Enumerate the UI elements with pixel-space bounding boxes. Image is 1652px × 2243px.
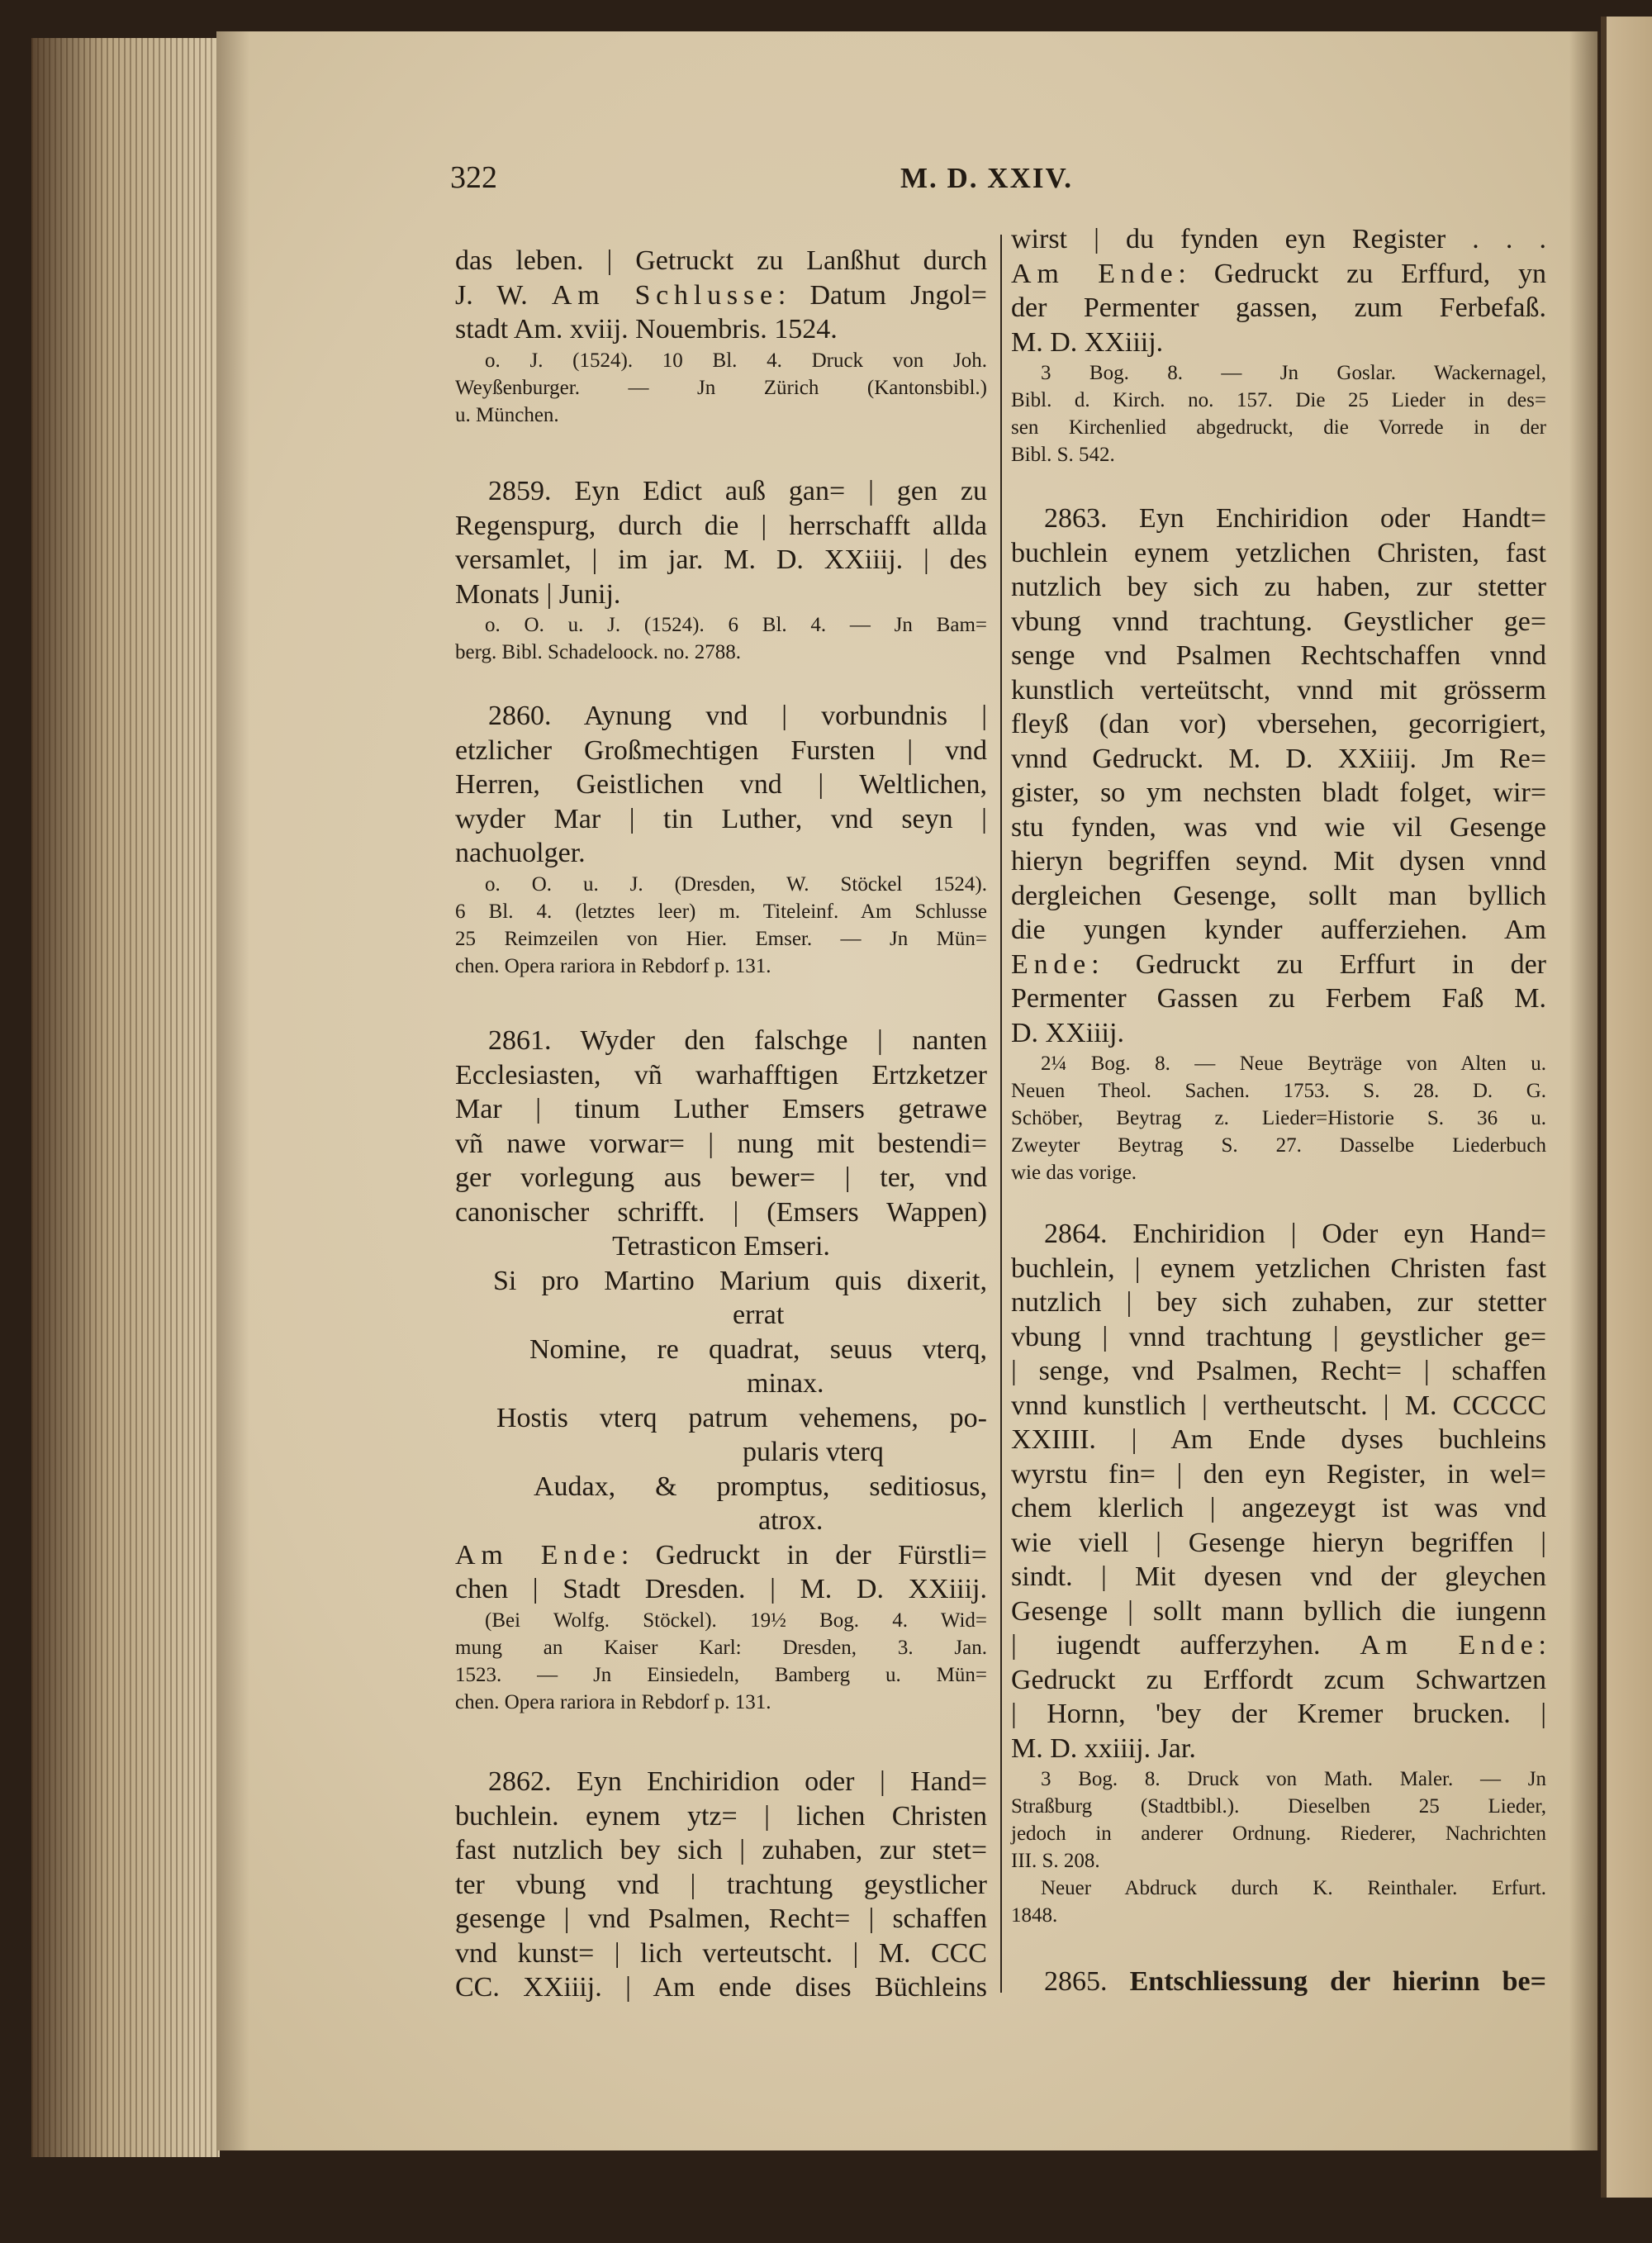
- entry-2859: [455, 474, 987, 666]
- note-line: u. München.: [455, 403, 559, 426]
- entry-number: 2860.: [488, 701, 552, 731]
- running-title: M. D. XXIV.: [900, 162, 1073, 194]
- text-line: [455, 1024, 987, 1058]
- text-line: fleyß (dan vor) vbersehen, gecorrigiert,: [1011, 709, 1546, 739]
- entry-continuation-left: [455, 244, 987, 429]
- text-line: kunstlich verteütscht, vnnd mit grösserm: [1011, 674, 1546, 706]
- poem-line: atrox.: [758, 1505, 824, 1536]
- spaced-text: Am Ende: [455, 1539, 621, 1571]
- text-segment: Entschliessung der hierinn be=: [1129, 1966, 1546, 1997]
- adjacent-page-edge: [1601, 17, 1652, 2198]
- note-line: o. O. u. J. (Dresden, W. Stöckel 1524).: [485, 872, 987, 896]
- text-segment: : Gedruckt zu Erffurd, yn: [1178, 258, 1546, 289]
- note-line: 1848.: [1011, 1904, 1058, 1927]
- text-segment: : Gedruckt in der Fürstli=: [620, 1539, 987, 1571]
- text-line: Herren, Geistlichen vnd | Weltlichen,: [455, 769, 987, 800]
- note-line: 3 Bog. 8. — Jn Goslar. Wackernagel,: [1041, 362, 1546, 384]
- note-line: 1523. — Jn Einsiedeln, Bamberg u. Mün=: [455, 1663, 987, 1686]
- note-line: o. O. u. J. (1524). 6 Bl. 4. — Jn Bam=: [485, 614, 987, 636]
- text-line: etzlicher Großmechtigen Fursten | vnd: [455, 734, 987, 766]
- entry-number: 2863.: [1044, 503, 1108, 534]
- text-line: canonischer schrifft. | (Emsers Wappen): [455, 1196, 987, 1228]
- poem-line: pularis vterq: [743, 1437, 884, 1467]
- note-line: Schöber, Beytrag z. Lieder=Historie S. 36 u.: [1011, 1107, 1546, 1129]
- text-line: vnd kunst= | lich verteutscht. | M. CCC: [455, 1937, 987, 1969]
- text-line: buchlein. eynem ytz= | lichen Christen: [455, 1800, 987, 1832]
- text-line: fast nutzlich bey sich | zuhaben, zur stet=: [455, 1835, 987, 1865]
- entry-number: 2859.: [488, 476, 552, 506]
- text-line: CC. XXiiij. | Am ende dises Büchleins: [455, 1972, 987, 2003]
- text-line: stadt Am. xviij. Nouembris. 1524.: [455, 314, 838, 345]
- text-line: [1011, 501, 1546, 536]
- entry-2861: [455, 1024, 987, 1716]
- poem-line: minax.: [747, 1368, 824, 1399]
- text-segment: J. W.: [455, 279, 552, 311]
- text-line: Regenspurg, durch die | herrschafft allda: [455, 510, 987, 541]
- text-segment: Eyn Enchiridion oder | Hand=: [576, 1766, 988, 1797]
- text-line: [455, 1765, 987, 1799]
- note-line: berg. Bibl. Schadeloock. no. 2788.: [455, 641, 742, 663]
- text-segment: :: [1538, 1630, 1546, 1661]
- text-segment: : Gedruckt zu Erffurt in der: [1091, 948, 1546, 980]
- note-line: Weyßenburger. — Jn Zürich (Kantonsbibl.): [455, 376, 987, 399]
- note-line: chen. Opera rariora in Rebdorf p. 131.: [455, 1690, 771, 1713]
- note-line: 3 Bog. 8. Druck von Math. Maler. — Jn: [1041, 1768, 1546, 1790]
- text-line: gister, so ym nechsten bladt folget, wir=: [1011, 777, 1546, 808]
- text-line: vñ nawe vorwar= | nung mit bestendi=: [455, 1128, 987, 1159]
- text-segment: : Datum Jngol=: [777, 279, 987, 311]
- text-line: [1011, 1217, 1546, 1252]
- text-line: ter vbung vnd | trachtung geystlicher: [455, 1869, 987, 1900]
- text-line: [1011, 1965, 1546, 1999]
- spaced-text: Am Schlusse: [551, 279, 778, 311]
- text-segment: | iugendt aufferzyhen.: [1011, 1630, 1360, 1661]
- text-segment: Eyn Edict auß gan= | gen zu: [574, 476, 987, 506]
- note-line: wie das vorige.: [1011, 1162, 1137, 1184]
- note-line: Zweyter Beytrag S. 27. Dasselbe Liederbuch: [1011, 1134, 1546, 1157]
- note-line: sen Kirchenlied abgedruckt, die Vorrede in der: [1011, 416, 1546, 439]
- poem-line: Nomine, re quadrat, seuus vterq,: [529, 1333, 987, 1365]
- spaced-text: Ende: [1011, 948, 1092, 980]
- entry-2864: [1011, 1217, 1546, 1929]
- page-number: 322: [450, 160, 497, 195]
- text-line: wie viell | Gesenge hieryn begriffen |: [1011, 1527, 1546, 1558]
- text-line: chem klerlich | angezeygt ist was vnd: [1011, 1493, 1546, 1523]
- note-line: Neuer Abdruck durch K. Reinthaler. Erfurt.: [1041, 1877, 1546, 1899]
- text-line: ger vorlegung aus bewer= | ter, vnd: [455, 1162, 987, 1193]
- text-line: [1011, 1628, 1546, 1663]
- entry-number: 2861.: [488, 1025, 552, 1056]
- text-line: wyrstu fin= | den eyn Register, in wel=: [1011, 1458, 1546, 1490]
- text-line: gesenge | vnd Psalmen, Recht= | schaffen: [455, 1903, 987, 1934]
- text-segment: Aynung vnd | vorbundnis |: [583, 701, 988, 731]
- text-line: D. XXiiij.: [1011, 1017, 1124, 1048]
- note-line: (Bei Wolfg. Stöckel). 19½ Bog. 4. Wid=: [485, 1609, 987, 1632]
- entry-2860: [455, 699, 987, 980]
- text-line: senge vnd Psalmen Rechtschaffen vnnd: [1011, 640, 1546, 671]
- entry-2865: [1011, 1965, 1546, 1999]
- note-line: Neuen Theol. Sachen. 1753. S. 28. D. G.: [1011, 1080, 1546, 1102]
- text-line: wyder Mar | tin Luther, vnd seyn |: [455, 803, 987, 834]
- text-line: buchlein eynem yetzlichen Christen, fast: [1011, 537, 1546, 568]
- column-divider: [1000, 235, 1002, 1993]
- text-line: buchlein, | eynem yetzlichen Christen fast: [1011, 1252, 1546, 1284]
- text-segment: Wyder den falschge | nanten: [580, 1025, 988, 1056]
- poem-title: Tetrasticon Emseri.: [612, 1231, 830, 1262]
- poem-line: Audax, & promptus, seditiosus,: [534, 1471, 987, 1502]
- note-line: mung an Kaiser Karl: Dresden, 3. Jan.: [455, 1636, 987, 1659]
- text-line: Gedruckt zu Erffordt zcum Schwartzen: [1011, 1664, 1546, 1695]
- text-line: vbung vnnd trachtung. Geystlicher ge=: [1011, 606, 1546, 637]
- text-line: dergleichen Gesenge, sollt man byllich: [1011, 880, 1546, 911]
- text-line: nachuolger.: [455, 838, 586, 868]
- text-line: vbung | vnnd trachtung | geystlicher ge=: [1011, 1321, 1546, 1352]
- page-gutter-shadow: [1569, 31, 1599, 2150]
- text-line: das leben. | Getruckt zu Lanßhut durch: [455, 245, 987, 276]
- text-line: Mar | tinum Luther Emsers getrawe: [455, 1094, 987, 1124]
- text-line: wirst | du fynden eyn Register . . .: [1011, 224, 1546, 254]
- book-page-edges: [31, 38, 220, 2157]
- note-line: 6 Bl. 4. (letztes leer) m. Titeleinf. Am Schlusse: [455, 900, 987, 923]
- note-line: 2¼ Bog. 8. — Neue Beyträge von Alten u.: [1041, 1053, 1546, 1075]
- poem-line: Hostis vterq patrum vehemens, po-: [496, 1402, 987, 1433]
- text-line: die yungen kynder aufferziehen. Am: [1011, 915, 1546, 945]
- text-segment: Enchiridion | Oder eyn Hand=: [1132, 1219, 1546, 1249]
- entry-2862: [455, 1765, 987, 2005]
- text-line: hieryn begriffen seynd. Mit dysen vnnd: [1011, 846, 1546, 877]
- text-line: versamlet, | im jar. M. D. XXiiij. | des: [455, 544, 987, 575]
- text-line: sindt. | Mit dyesen vnd der gleychen: [1011, 1561, 1546, 1592]
- text-line: vnnd Gedruckt. M. D. XXiiij. Jm Re=: [1011, 743, 1546, 774]
- text-line: M. D. xxiiij. Jar.: [1011, 1732, 1196, 1764]
- text-line: XXIIII. | Am Ende dyses buchleins: [1011, 1424, 1546, 1455]
- entry-continuation-right: [1011, 222, 1546, 468]
- text-line: M. D. XXiiij.: [1011, 326, 1164, 358]
- text-line: [455, 278, 987, 313]
- text-line: stu fynden, was vnd wie vil Gesenge: [1011, 811, 1546, 843]
- text-line: Gesenge | sollt mann byllich die iungenn: [1011, 1595, 1546, 1627]
- note-line: jedoch in anderer Ordnung. Riederer, Nachrichten: [1011, 1822, 1546, 1845]
- text-line: [455, 474, 987, 509]
- text-line: der Permenter gassen, zum Ferbefaß.: [1011, 292, 1546, 323]
- text-line: vnnd kunstlich | vertheutscht. | M. CCCCC: [1011, 1390, 1546, 1421]
- text-line: [1011, 948, 1546, 982]
- note-line: Straßburg (Stadtbibl.). Dieselben 25 Lieder,: [1011, 1795, 1546, 1818]
- text-line: nutzlich | bey sich zuhaben, zur stetter: [1011, 1287, 1546, 1318]
- note-line: III. S. 208.: [1011, 1850, 1100, 1872]
- note-line: Bibl. d. Kirch. no. 157. Die 25 Lieder in des=: [1011, 389, 1546, 411]
- entry-number: 2865.: [1044, 1966, 1108, 1997]
- text-line: chen | Stadt Dresden. | M. D. XXiiij.: [455, 1574, 987, 1604]
- note-line: o. J. (1524). 10 Bl. 4. Druck von Joh.: [485, 349, 987, 372]
- entry-2863: [1011, 501, 1546, 1186]
- poem-line: Si pro Martino Marium quis dixerit,: [493, 1265, 987, 1296]
- text-line: | Hornn, 'bey der Kremer brucken. |: [1011, 1699, 1546, 1729]
- page-shadow: [216, 31, 249, 2150]
- text-segment: Eyn Enchiridion oder Handt=: [1138, 503, 1547, 534]
- spaced-text: Am Ende: [1360, 1630, 1539, 1661]
- note-line: chen. Opera rariora in Rebdorf p. 131.: [455, 954, 771, 977]
- text-line: [455, 1538, 987, 1573]
- text-line: | senge, vnd Psalmen, Recht= | schaffen: [1011, 1356, 1546, 1386]
- poem-line: errat: [733, 1300, 785, 1330]
- text-line: nutzlich bey sich zu haben, zur stetter: [1011, 572, 1546, 602]
- text-line: [1011, 257, 1546, 292]
- entry-number: 2864.: [1044, 1219, 1108, 1249]
- spaced-text: Am Ende: [1011, 258, 1179, 289]
- text-line: Ecclesiasten, vñ warhafftigen Ertzketzer: [455, 1059, 987, 1091]
- text-line: Monats | Junij.: [455, 578, 621, 610]
- text-line: [455, 699, 987, 734]
- text-line: Permenter Gassen zu Ferbem Faß M.: [1011, 983, 1546, 1014]
- note-line: 25 Reimzeilen von Hier. Emser. — Jn Mün=: [455, 927, 987, 950]
- note-line: Bibl. S. 542.: [1011, 444, 1115, 466]
- entry-number: 2862.: [488, 1766, 552, 1797]
